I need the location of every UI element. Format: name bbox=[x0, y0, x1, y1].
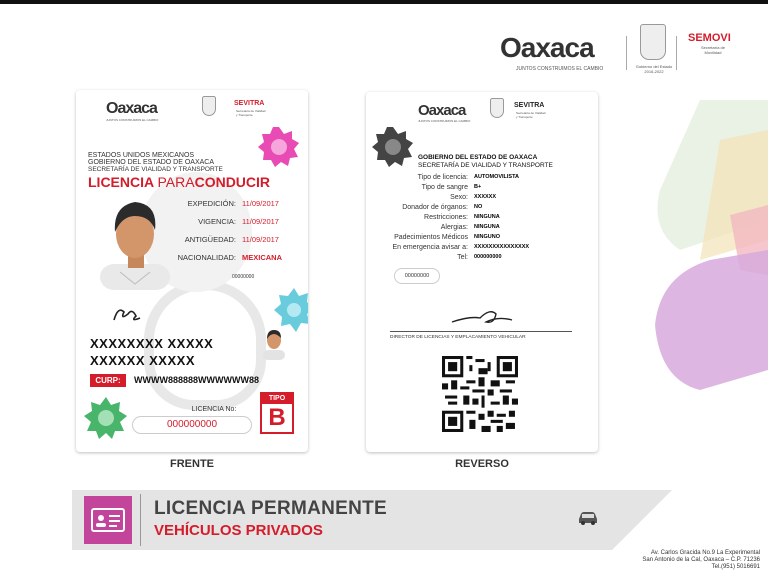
front-field-expedicion: EXPEDICIÓN: 11/09/2017 bbox=[187, 198, 279, 208]
small-photo bbox=[262, 328, 286, 360]
back-field-row: Tel: 000000000 bbox=[457, 253, 502, 261]
front-id-number: 00000000 bbox=[232, 274, 255, 280]
back-field-row: Tipo de licencia: AUTOMOVILISTA bbox=[417, 173, 520, 181]
license-back bbox=[366, 92, 598, 452]
front-name-line2: XXXXXX XXXXX bbox=[90, 353, 195, 368]
curp-value: WWWW888888WWWWWW88 bbox=[134, 375, 259, 385]
front-field-vigencia: VIGENCIA: 11/09/2017 bbox=[198, 216, 279, 226]
back-field-row: Sexo: XXXXXX bbox=[450, 193, 497, 201]
back-secretariat: SECRETARÍA DE VIALIDAD Y TRANSPORTE bbox=[418, 162, 553, 169]
licencia-value: 000000000 bbox=[132, 416, 252, 434]
back-id-number: 00000000 bbox=[394, 268, 440, 284]
green-rosette-icon bbox=[84, 396, 128, 440]
qr-code-icon bbox=[442, 356, 518, 432]
back-field-row: En emergencia avisar a: XXXXXXXXXXXXXXX bbox=[392, 243, 530, 251]
tipo-box bbox=[260, 392, 294, 434]
header-brand-logo: Oaxaca bbox=[500, 32, 594, 63]
front-seal-icon bbox=[202, 96, 216, 116]
front-name-line1: XXXXXXXX XXXXX bbox=[90, 336, 214, 351]
header-divider bbox=[626, 36, 627, 70]
back-field-row: Alergias: NINGUNA bbox=[440, 223, 500, 231]
front-country: ESTADOS UNIDOS MEXICANOS bbox=[88, 152, 195, 159]
back-tagline: JUNTOS CONSTRUIMOS EL CAMBIO bbox=[418, 119, 471, 123]
back-sevitra-sub: Secretaría de Vialidad y Transporte bbox=[516, 111, 546, 119]
gray-rosette-icon bbox=[372, 126, 414, 168]
header-tagline: JUNTOS CONSTRUIMOS EL CAMBIO bbox=[516, 66, 604, 72]
back-field-row: Donador de órganos: NO bbox=[402, 203, 483, 211]
front-secretariat: SECRETARÍA DE VIALIDAD Y TRANSPORTE bbox=[88, 166, 223, 173]
front-sevitra: SEVITRA bbox=[234, 100, 265, 107]
director-signature bbox=[450, 304, 514, 330]
curp-label: CURP: bbox=[90, 374, 126, 387]
tipo-label: TIPO bbox=[262, 394, 292, 404]
back-seal-icon bbox=[490, 98, 504, 118]
front-tagline: JUNTOS CONSTRUIMOS EL CAMBIO bbox=[106, 118, 159, 122]
front-fields bbox=[168, 194, 304, 266]
back-field-row: Padecimientos Médicos NINGUNO bbox=[394, 233, 500, 241]
footer-address bbox=[642, 550, 760, 571]
avatar bbox=[98, 194, 172, 290]
back-field-row: Tipo de sangre B+ bbox=[421, 183, 482, 191]
header-divider-2 bbox=[676, 36, 677, 70]
back-field-row: Restricciones: NINGUNA bbox=[424, 213, 500, 221]
front-caption: FRENTE bbox=[170, 458, 214, 470]
license-front bbox=[76, 90, 308, 452]
semovi-logo: SEMOVI bbox=[688, 32, 731, 44]
top-bar bbox=[0, 0, 768, 4]
banner-title: LICENCIA PERMANENTE bbox=[154, 498, 388, 519]
front-sevitra-sub: Secretaría de Vialidad y Transporte bbox=[236, 109, 266, 117]
front-signature bbox=[110, 302, 144, 326]
banner-subtitle: VEHÍCULOS PRIVADOS bbox=[154, 522, 323, 539]
car-icon bbox=[576, 510, 600, 526]
back-caption: REVERSO bbox=[455, 458, 509, 470]
tipo-value: B bbox=[268, 404, 286, 431]
qr-code bbox=[442, 356, 518, 432]
semovi-sub: Secretaría de Movilidad bbox=[700, 45, 725, 55]
footer-line3: Tel.(951) 5016691 bbox=[711, 564, 760, 570]
header-gov-caption: Gobierno del Estado 2016-2022 bbox=[635, 64, 673, 74]
back-gov: GOBIERNO DEL ESTADO DE OAXACA bbox=[418, 154, 538, 161]
front-field-nacionalidad: NACIONALIDAD: MEXICANA bbox=[177, 252, 283, 262]
back-fields bbox=[372, 172, 592, 262]
oaxaca-seal-icon bbox=[640, 24, 666, 60]
back-brand: Oaxaca bbox=[418, 102, 466, 119]
front-brand: Oaxaca bbox=[106, 100, 157, 117]
pink-rosette-icon bbox=[258, 126, 300, 168]
front-state: GOBIERNO DEL ESTADO DE OAXACA bbox=[88, 159, 215, 166]
signature-line bbox=[390, 331, 572, 332]
footer-line2: San Antonio de la Cal, Oaxaca – C.P. 71236 bbox=[642, 557, 760, 563]
banner-divider bbox=[140, 494, 141, 546]
licencia-label: LICENCIA No: bbox=[191, 406, 237, 413]
license-card-icon bbox=[84, 496, 132, 544]
footer-line1: Av. Carlos Gracida No.9 La Experimental bbox=[650, 550, 760, 556]
front-title: LICENCIA PARACONDUCIR bbox=[88, 174, 271, 190]
front-field-antiguedad: ANTIGÜEDAD: 11/09/2017 bbox=[184, 234, 279, 244]
director-title: DIRECTOR DE LICENCIAS Y EMPLACAMIENTO VEHICULAR bbox=[390, 335, 526, 340]
decorative-shapes bbox=[640, 100, 768, 400]
back-sevitra: SEVITRA bbox=[514, 102, 545, 109]
